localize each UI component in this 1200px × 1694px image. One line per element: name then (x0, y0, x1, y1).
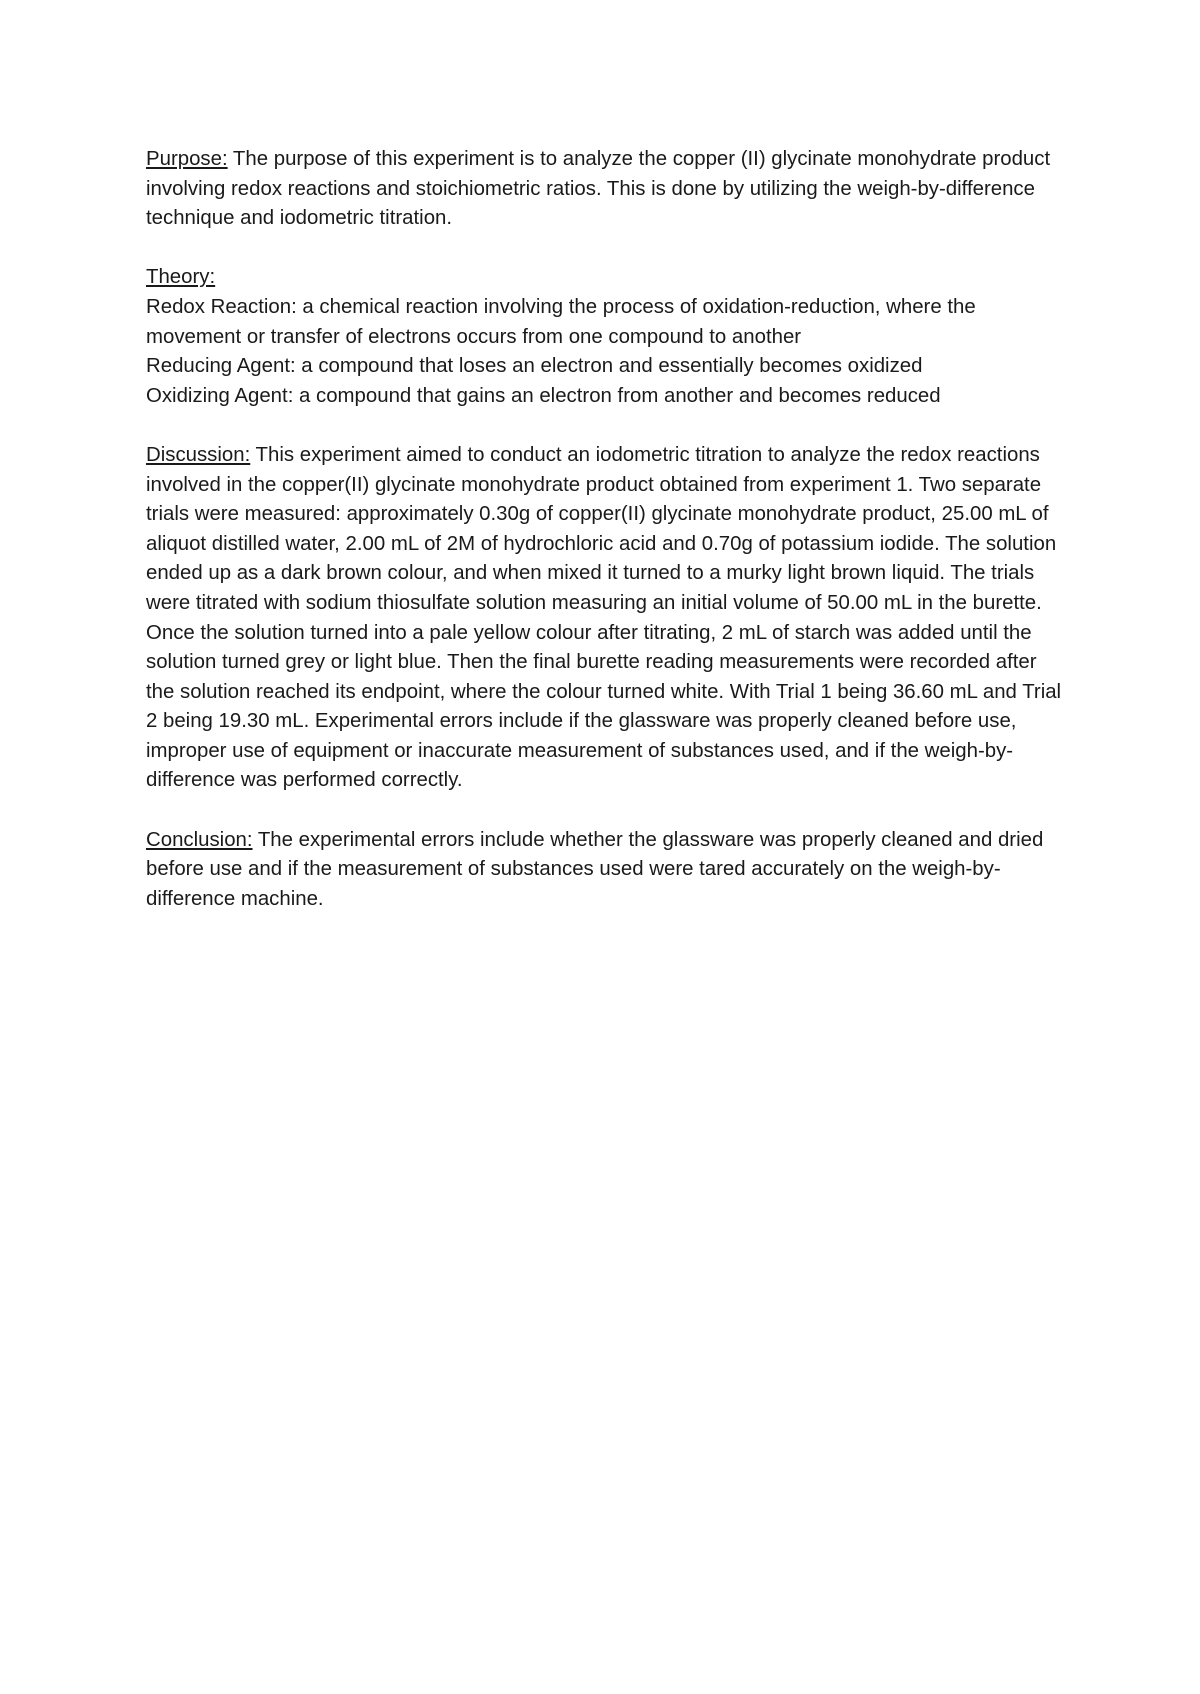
theory-line-reducing-agent: Reducing Agent: a compound that loses an electron and essentially becomes oxidized (146, 355, 923, 378)
theory-heading: Theory: (146, 266, 216, 289)
purpose-heading: Purpose: (146, 148, 228, 170)
discussion-heading: Discussion: (146, 443, 251, 466)
document-body (146, 145, 1066, 944)
conclusion-paragraph (146, 826, 1066, 915)
theory-line-redox: Redox Reaction: a chemical reaction involving the process of oxidation-reduction, where the movement or transfer of electrons occurs from one compound to another (146, 295, 976, 348)
discussion-text: This experiment aimed to conduct an iodometric titration to analyze the redox reactions involved in the copper(II) glycinate monohydrate product obtained from experiment 1. Two separate trials were measured: approximately 0.30g of copper(II) glycinate monohydrate product, 25.00 mL of aliquot distilled water, 2.00 mL of 2M of hydrochloric acid and 0.70g of potassium iodide. The solution ended up as a dark brown colour, and when mixed it turned to a murky light brown liquid. The trials were titrated with sodium thiosulfate solution measuring an initial volume of 50.00 mL in the burette. Once the solution turned into a pale yellow colour after titrating, 2 mL of starch was added until the solution turned grey or light blue. Then the final burette reading measurements were recorded after the solution reached its endpoint, where the colour turned white. With Trial 1 being 36.60 mL and Trial 2 being 19.30 mL. Experimental errors include if the glassware was properly cleaned before use, improper use of equipment or inaccurate measurement of substances used, and if the weigh-by-difference was performed correctly. (146, 443, 1062, 792)
purpose-paragraph (146, 145, 1066, 234)
conclusion-text: The experimental errors include whether the glassware was properly cleaned and dried before use and if the measurement of substances used were tared accurately on the weigh-by-difference machine. (146, 828, 1044, 910)
purpose-text: The purpose of this experiment is to analyze the copper (II) glycinate monohydrate product involving redox reactions and stoichiometric ratios. This is done by utilizing the weigh-by-difference technique and iodometric titration. (146, 148, 1051, 230)
theory-line-oxidizing-agent: Oxidizing Agent: a compound that gains an electron from another and becomes reduced (146, 384, 941, 407)
discussion-paragraph (146, 441, 1066, 796)
theory-section (146, 263, 1066, 411)
conclusion-heading: Conclusion: (146, 828, 253, 851)
